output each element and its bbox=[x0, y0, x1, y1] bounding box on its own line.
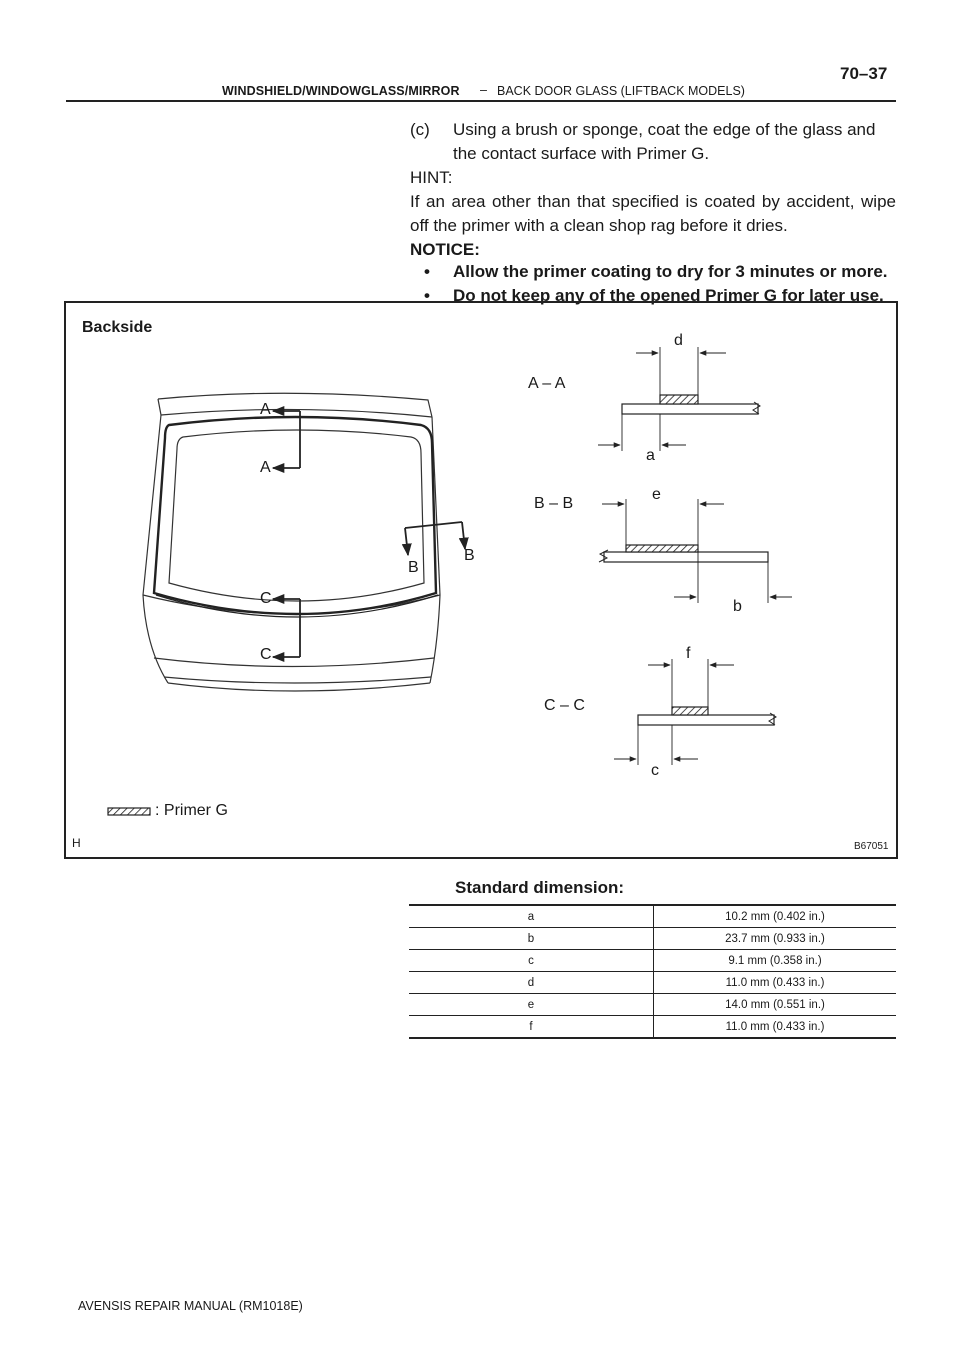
legend-label: : Primer G bbox=[155, 802, 228, 819]
header-topic: BACK DOOR GLASS (LIFTBACK MODELS) bbox=[497, 84, 745, 98]
primer-legend-swatch bbox=[108, 808, 150, 815]
dim-label-d: d bbox=[674, 332, 683, 349]
step-label: (c) bbox=[410, 120, 430, 139]
marker-c-bottom: C bbox=[260, 646, 272, 663]
table-row bbox=[409, 972, 896, 994]
figure-corner-code: H bbox=[72, 836, 81, 850]
header-separator: – bbox=[480, 83, 487, 97]
bullet-icon: • bbox=[424, 286, 430, 305]
bullet-icon: • bbox=[424, 262, 430, 281]
notice-label: NOTICE: bbox=[410, 240, 480, 259]
hint-text: If an area other than that specified is coated by accident, wipe off the primer with a clean shop rag before it dries. bbox=[410, 192, 896, 235]
figure-backdoor-glass bbox=[64, 301, 898, 859]
dim-value: 14.0 mm (0.551 in.) bbox=[654, 994, 897, 1016]
dim-key: d bbox=[409, 972, 654, 994]
glass-outline bbox=[154, 417, 436, 614]
section-label-aa: A – A bbox=[528, 375, 566, 392]
header-rule bbox=[66, 100, 896, 102]
dim-label-b: b bbox=[733, 598, 742, 615]
dim-value: 11.0 mm (0.433 in.) bbox=[654, 1016, 897, 1039]
notice-item-text: Do not keep any of the opened Primer G for later use. bbox=[453, 286, 884, 305]
header-section-title: WINDSHIELD/WINDOWGLASS/MIRROR bbox=[222, 84, 460, 98]
cut-line-c bbox=[273, 599, 300, 657]
back-door-outline bbox=[143, 393, 440, 691]
table-row bbox=[409, 928, 896, 950]
section-cc-drawing bbox=[614, 659, 776, 765]
marker-a-bottom: A bbox=[260, 459, 271, 476]
standard-dimension-table bbox=[409, 904, 896, 1039]
dim-key: a bbox=[409, 905, 654, 928]
table-row bbox=[409, 1016, 896, 1039]
glass-inner-outline bbox=[169, 430, 424, 601]
table-row bbox=[409, 994, 896, 1016]
view-label: Backside bbox=[82, 319, 153, 336]
page-number: 70–37 bbox=[840, 64, 888, 83]
dim-key: f bbox=[409, 1016, 654, 1039]
dim-key: c bbox=[409, 950, 654, 972]
dim-key: e bbox=[409, 994, 654, 1016]
section-aa-drawing bbox=[598, 347, 760, 451]
figure-drawing bbox=[66, 303, 896, 857]
dim-label-c: c bbox=[651, 762, 659, 779]
dim-label-e: e bbox=[652, 486, 661, 503]
dim-value: 9.1 mm (0.358 in.) bbox=[654, 950, 897, 972]
dim-value: 11.0 mm (0.433 in.) bbox=[654, 972, 897, 994]
section-bb-drawing bbox=[599, 499, 792, 603]
marker-b-right: B bbox=[464, 547, 475, 564]
figure-id: B67051 bbox=[854, 841, 889, 852]
marker-b-left: B bbox=[408, 559, 419, 576]
table-row bbox=[409, 905, 896, 928]
standard-dimension-title: Standard dimension: bbox=[455, 878, 625, 897]
marker-a-top: A bbox=[260, 401, 271, 418]
dim-value: 23.7 mm (0.933 in.) bbox=[654, 928, 897, 950]
cut-line-a bbox=[273, 411, 300, 468]
section-label-cc: C – C bbox=[544, 697, 585, 714]
step-text-line1: Using a brush or sponge, coat the edge of the glass and bbox=[453, 120, 876, 139]
section-label-bb: B – B bbox=[534, 495, 574, 512]
dim-key: b bbox=[409, 928, 654, 950]
marker-c-top: C bbox=[260, 590, 272, 607]
table-row bbox=[409, 950, 896, 972]
manual-footer: AVENSIS REPAIR MANUAL (RM1018E) bbox=[78, 1299, 303, 1313]
step-text-line2: the contact surface with Primer G. bbox=[453, 144, 710, 163]
notice-item-text: Allow the primer coating to dry for 3 minutes or more. bbox=[453, 262, 888, 281]
dim-label-f: f bbox=[686, 645, 691, 662]
dim-value: 10.2 mm (0.402 in.) bbox=[654, 905, 897, 928]
dim-label-a: a bbox=[646, 447, 655, 464]
hint-label: HINT: bbox=[410, 168, 453, 187]
